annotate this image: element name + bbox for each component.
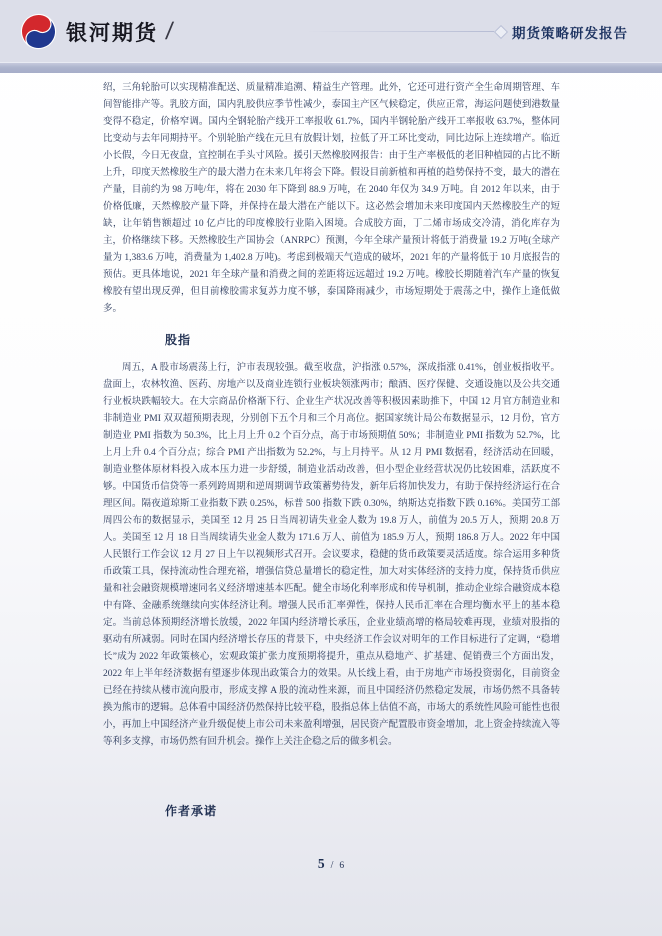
brand-name: 银河期货 — [66, 21, 158, 45]
total-page-number: 6 — [339, 861, 345, 871]
paragraph-rubber-market: 绍，三角轮胎可以实现精准配送、质量精准追溯、精益生产管理。此外，它还可进行资产全生命周期管理、车间智能排产等。乳胶方面，国内乳胶供应季节性减少，泰国主产区气候稳定，供应正常，海运问题使到港数量变得不稳定，价格窄调。国内全钢轮胎产线开工率报收 61.7%，国内半钢轮胎产线开工率报收 63.7%，整体同比变动与去年同期持平。个别轮胎产线在元旦有放假计划，拉低了开工环比变动，同比边际上连续增产。临近小长假，今日无夜盘，宜控制在手头寸风险。援引天然橡胶网报告：由于生产率极低的老旧种植园的占比不断上升，印度天然橡胶生产的最大潜力在未来几年将会下降。假设目前新植和再植的趋势保持不变，最大的潜在产量，目前约为 98 万吨/年，将在 2030 年下降到 88.9 万吨，在 2040 年仅为 34.9 万吨。自 2012 年以来，由于价格低廉，天然橡胶产量下降，并保持在最大潜在产能以下。这必然会增加未来印度国内天然橡胶生产的短缺，让年销售额超过 10 亿卢比的印度橡胶行业陷入困境。合成胶方面，丁二烯市场成交冷清，消化库存为主，价格继续下移。天然橡胶生产国协会（ANRPC）预测，今年全球产量预计将低于消费量 19.2 万吨(全球产量为 1,383.6 万吨，消费量为 1,402.8 万吨)。考虑到极端天气造成的破坏，2021 年的产量将低于 10 月底报告的预估。更具体地说，2021 年全球产量和消费之间的差距将远远超过 19.2 万吨。橡胶长期随着汽车产量的恢复橡胶有望出现反弹，但目前橡胶需求复苏力度不够，泰国降雨减少，市场短期处于震荡之中，操作上逢低做多。 — [103, 83, 560, 314]
page-number — [0, 855, 662, 873]
header-accent-band — [0, 63, 662, 73]
header-divider-line — [306, 31, 494, 32]
brand — [20, 13, 173, 50]
current-page-number: 5 — [317, 856, 325, 871]
galaxy-futures-logo-icon — [20, 13, 57, 50]
page-number-separator: / — [330, 860, 334, 871]
paragraph-stock-index: 周五，A 股市场震荡上行，沪市表现较强。截至收盘，沪指涨 0.57%，深成指涨 0.41%，创业板指收平。盘面上，农林牧渔、医药、房地产以及商业连锁行业板块领涨两市；酿酒、医疗保健、交通设施以及公共交通行业板块跌幅较大。在大宗商品价格渐下行、企业生产状况改善等积极因素助推下，中国 12 月官方制造业和非制造业 PMI 双双超预期表现，分别创下五个月和三个月高位。据国家统计局公布数据显示，12 月份，官方制造业 PMI 指数为 50.3%，比上月上升 0.2 个百分点，高于市场预期值 50%；非制造业 PMI 指数为 52.7%，比上月上升 0.4 个百分点；综合 PMI 产出指数为 52.2%，与上月持平。从 12 月 PMI 数据看，经济活动在回暖，制造业整体原材料投入成本压力进一步舒缓，制造业活动改善，但小型企业经营状况仍比较困难，活跃度不够。中国货币信贷等一系列跨周期和逆周期调节政策蓄势待发，新年后将加快发力，有助于保持经济运行在合理区间。隔夜道琼斯工业指数下跌 0.25%，标普 500 指数下跌 0.30%，纳斯达克指数下跌 0.16%。美国劳工部周四公布的数据显示，美国至 12 月 25 日当周初请失业金人数为 19.8 万人，前值为 20.5 万人，预期 20.8 万人。美国至 12 月 18 日当周续请失业金人数为 171.6 万人、前值为 185.9 万人，预期 186.8 万人。2022 年中国人民银行工作会议 12 月 27 日上午以视频形式召开。会议要求，稳健的货币政策要灵活适度。综合运用多种货币政策工具，保持流动性合理充裕，增强信贷总量增长的稳定性，加大对实体经济的支持力度，保持货币供应量和社会融资规模增速同名义经济增速基本匹配。健全市场化利率形成和传导机制，推动企业综合融资成本稳中有降、金融系统继续向实体经济让利。增强人民币汇率弹性，保持人民币汇率在合理均衡水平上的基本稳定。当前总体预期经济增长放缓，2022 年国内经济增长承压，企业业绩高增的格局较难再现，业绩对股指的驱动有所减弱。同时在国内经济增长存压的背景下，中央经济工作会议对明年的工作目标进行了定调，“稳增长”成为 2022 年政策核心，宏观政策扩张力度预期将提升，重点从稳地产、扩基建、促销费三个方面出发，2022 年上半年经济数据有望逐步体现出政策合力的效果。从长线上看，由于房地产市场投资弱化，目前资金已经在持续从楼市流向股市，形成支撑 A 股的流动性来源，而且中国经济仍然稳定发展，市场仍然不具备转换为熊市的逻辑。总体看中国经济仍然保持比较平稳，股指总体上估值不高，市场大的系统性风险可能性也很小，再加上中国经济产业升级促使上市公司未来盈利增强，居民资产配置股市资金增加，北上资金持续流入等等利多支撑，市场仍然有回升机会。操作上关注企稳之后的做多机会。 — [103, 363, 560, 747]
report-body — [103, 80, 560, 831]
brand-slash: / — [164, 17, 175, 45]
section-title-stock-index: 股指 — [165, 333, 192, 347]
report-type-title: 期货策略研发报告 — [512, 25, 628, 41]
diamond-icon — [494, 24, 508, 38]
page-header — [0, 0, 662, 63]
section-title-author-commitment: 作者承诺 — [165, 804, 218, 818]
header-right — [306, 0, 628, 63]
